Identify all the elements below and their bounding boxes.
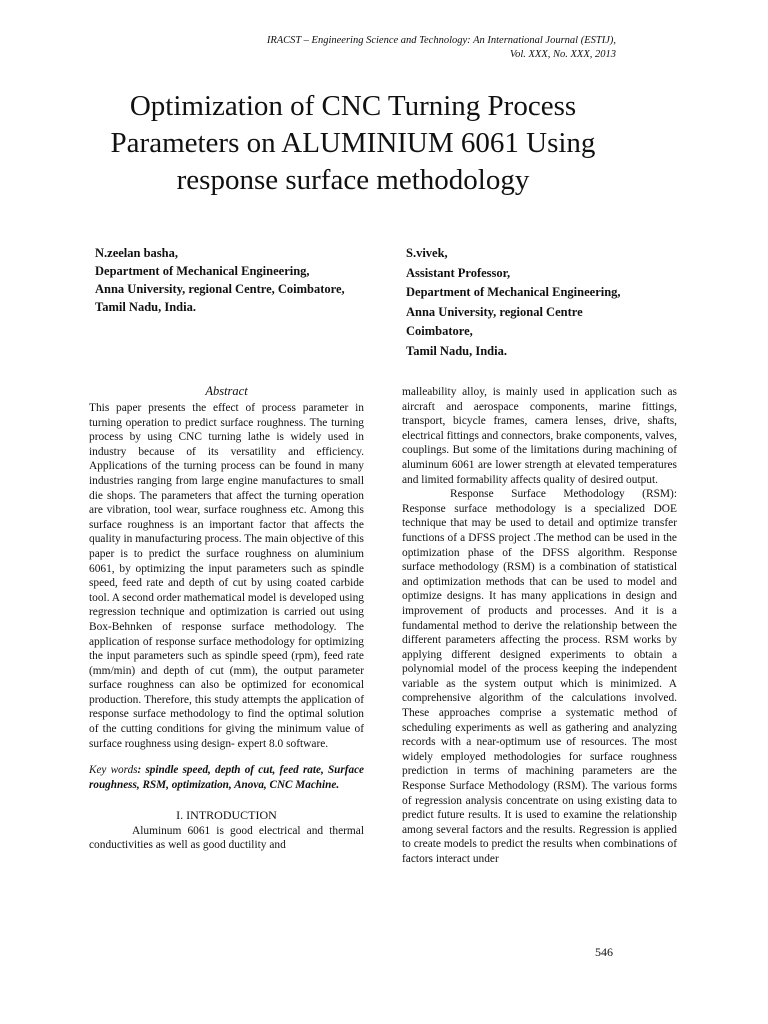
body-paragraph-1: malleability alloy, is mainly used in application such as aircraft and aerospace components, marine fittings, transport, bicycle frames, camera lenses, drive, shafts, electrical fittings and connectors, brake components, valves, couplings. But some of the limitations during machining of aluminum 6061 are lower strength at elevated temperatures and limited formability affects quality of desired output. xyxy=(402,386,677,486)
author-institution: Anna University, regional Centre, Coimbatore, xyxy=(95,282,345,296)
author-location: Tamil Nadu, India. xyxy=(95,300,196,314)
abstract-heading: Abstract xyxy=(205,384,248,398)
journal-header xyxy=(267,34,616,62)
left-column xyxy=(89,383,364,853)
author-department: Department of Mechanical Engineering, xyxy=(95,264,310,278)
paper-title-line2: Parameters on ALUMINIUM 6061 Using xyxy=(110,127,596,159)
keywords xyxy=(89,763,364,793)
author-block-left xyxy=(95,244,345,316)
author-name: N.zeelan basha, xyxy=(95,246,178,260)
author-name: S.vivek, xyxy=(406,246,448,260)
right-column xyxy=(402,385,677,867)
journal-header-line2: Vol. XXX, No. XXX, 2013 xyxy=(509,49,616,60)
author-department: Department of Mechanical Engineering, xyxy=(406,285,621,299)
author-position: Assistant Professor, xyxy=(406,265,511,280)
introduction-text: Aluminum 6061 is good electrical and thermal conductivities as well as good ductility and xyxy=(89,824,364,852)
author-institution: Anna University, regional Centre xyxy=(406,304,583,319)
page-number: 546 xyxy=(595,945,613,959)
paper-title-line1: Optimization of CNC Turning Process xyxy=(129,90,577,122)
author-block-right xyxy=(406,244,621,361)
body-paragraph-rsm: Response Surface Methodology (RSM): Response surface methodology is a specialized DOE technique that may be used to detail and optimize transfer functions of a DFSS project .The method can be used in the optimization phase of the DFSS algorithm. Response surface methodology (RSM) is a combination of statistical and optimization methods that can be used to model and optimize designs. It has many applications in design and improvement of products and processes. And it is a fundamental method to derive the relationship between the different parameters affecting the process. RSM works by applying different designed experiments to obtain a polynomial model of the process keeping the independent variable as the system output which is minimized. A comprehensive algorithm of the calculations involved. These approaches comprise a systematic method of scheduling experiments as well as gathering and analyzing records with a near-optimum use of resources. The most widely employed methodologies for surface roughness prediction in terms of machining parameters are the Response Surface Methodology (RSM). The various forms of regression analysis concentrate on using existing data to predict future results. It is used to examine the relationship among several factors and the results. Regression is applied to create models to predict the results when combinations of factors interact under xyxy=(402,488,677,865)
journal-header-line1: IRACST – Engineering Science and Technology: An International Journal (ESTIJ), xyxy=(266,35,616,46)
keywords-label: Key words xyxy=(89,764,138,777)
author-city: Coimbatore, xyxy=(406,324,473,338)
introduction-heading: I. INTRODUCTION xyxy=(176,808,277,823)
paper-title xyxy=(60,88,646,199)
abstract-text: This paper presents the effect of process parameter in turning operation to predict surface roughness. The turning process by using CNC turning lathe is widely used in industry because of its versatility and efficiency. Applications of the turning process can be found in many industries ranging from large engine manufactures to small die shops. The parameters that affect the turning operation are vibration, tool wear, surface roughness etc. Among this surface roughness is an important factor that affects the quality in manufacturing process. The main objective of this paper is to predict the surface roughness on aluminium 6061, by optimizing the input parameters such as spindle speed, feed rate and depth of cut by using coated carbide tool. A second order mathematical model is developed using regression technique and optimization is carried out using Box-Behnken of response surface methodology. The application of response surface methodology for optimizing the input parameters such as spindle speed (rpm), feed rate (mm/min) and depth of cut (mm), the output parameter surface roughness can also be optimized for economical production. Therefore, this study attempts the application of response surface methodology to find the optimal solution of the cutting conditions for giving the minimum value of surface roughness using design- expert 8.0 software. xyxy=(89,402,364,750)
keywords-text: : spindle speed, depth of cut, feed rate, Surface roughness, RSM, optimization, Anova, CNC Machine. xyxy=(89,764,364,792)
author-location: Tamil Nadu, India. xyxy=(406,343,507,358)
paper-title-line3: response surface methodology xyxy=(176,164,530,196)
